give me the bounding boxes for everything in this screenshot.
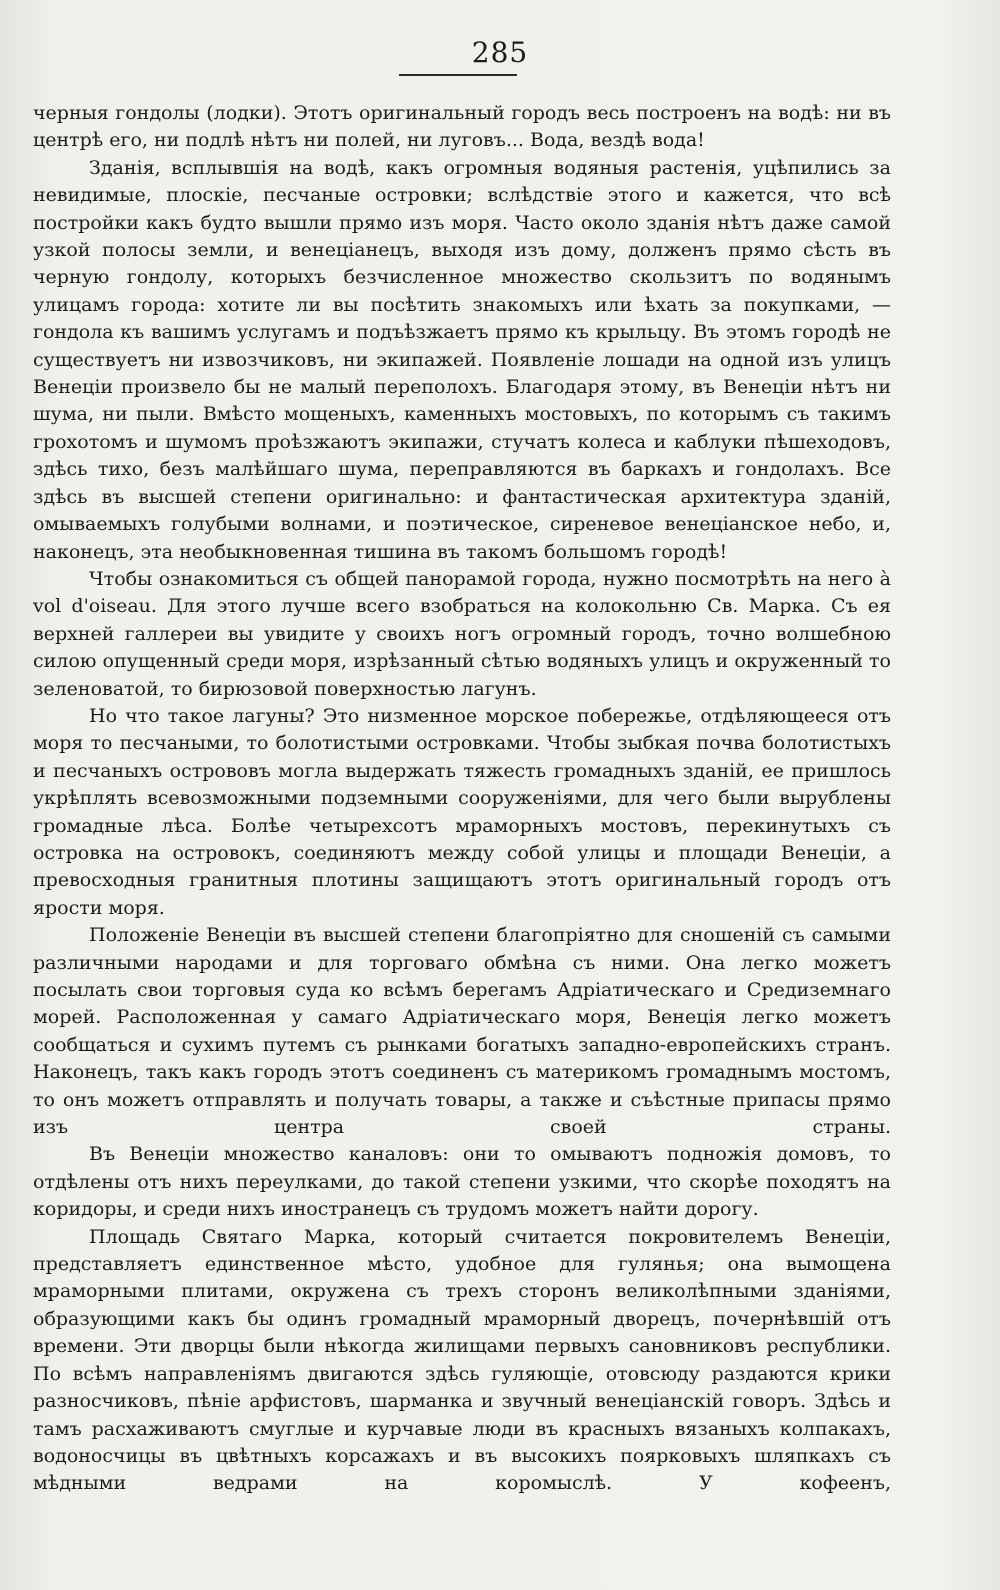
page-body-text [33, 100, 891, 1498]
page-number: 285 [471, 36, 529, 69]
paragraph-7: Площадь Святаго Марка, который считается покровителемъ Венеціи, представляетъ единственное мѣсто, удобное для гулянья; она вымощена мраморными плитами, окружена съ трехъ сторонъ великолѣпными зданіями, образующими какъ бы одинъ громадный мраморный дворецъ, почернѣвшій отъ времени. Эти дворцы были нѣкогда жилищами первыхъ сановниковъ республики. По всѣмъ направленіямъ двигаются здѣсь гуляющіе, отовсюду раздаются крики разносчиковъ, пѣніе арфистовъ, шарманка и звучный венеціанскій говоръ. Здѣсь и тамъ расхаживаютъ смуглые и курчавые люди въ красныхъ вязаныхъ колпакахъ, водоносчицы въ цвѣтныхъ корсажахъ и въ высокихъ поярковыхъ шляпкахъ съ мѣдными ведрами на коромыслѣ. У кофеенъ, [33, 1225, 891, 1495]
paragraph-6: Въ Венеціи множество каналовъ: они то омываютъ подножія домовъ, то отдѣлены отъ нихъ переулками, до такой степени узкими, что скорѣе походятъ на коридоры, и среди нихъ иностранецъ съ трудомъ можетъ найти дорогу. [33, 1143, 891, 1221]
paragraph-5: Положеніе Венеціи въ высшей степени благопріятно для сношеній съ самыми различными народами и для торговаго обмѣна съ ними. Она легко можетъ посылать свои торговыя суда ко всѣмъ берегамъ Адріатическаго и Средиземнаго морей. Расположенная у самаго Адріатическаго моря, Венеція легко можетъ сообщаться и сухимъ путемъ съ рынками богатыхъ западно-европейскихъ странъ. Наконецъ, такъ какъ городъ этотъ соединенъ съ материкомъ громаднымъ мостомъ, то онъ можетъ отправлять и получать товары, а также и съѣстные припасы прямо изъ центра своей страны. [33, 924, 891, 1139]
paragraph-1: черныя гондолы (лодки). Этотъ оригинальный городъ весь построенъ на водѣ: ни въ центрѣ его, ни подлѣ нѣтъ ни полей, ни луговъ... Вода, вездѣ вода! [33, 102, 891, 152]
paragraph-4: Но что такое лагуны? Это низменное морское побережье, отдѣляющееся отъ моря то песчаными, то болотистыми островками. Чтобы зыбкая почва болотистыхъ и песчаныхъ острововъ могла выдержать тяжесть громадныхъ зданій, ее пришлось укрѣплять всевозможными подземными сооруженіями, для чего были вырублены громадные лѣса. Болѣе четырехсотъ мраморныхъ мостовъ, перекинутыхъ съ островка на островокъ, соединяютъ между собой улицы и площади Венеціи, а превосходныя гранитныя плотины защищаютъ этотъ оригинальный городъ отъ ярости моря. [33, 704, 891, 919]
paragraph-2: Зданія, всплывшія на водѣ, какъ огромныя водяныя растенія, уцѣпились за невидимые, плоскіе, песчаные островки; вслѣдствіе этого и кажется, что всѣ постройки какъ будто вышли прямо изъ моря. Часто около зданія нѣтъ даже самой узкой полосы земли, и венеціанецъ, выходя изъ дому, долженъ прямо сѣсть въ черную гондолу, которыхъ безчисленное множество скользитъ по водянымъ улицамъ города: хотите ли вы посѣтить знакомыхъ или ѣхать за покупками, — гондола къ вашимъ услугамъ и подъѣзжаетъ прямо къ крыльцу. Въ этомъ городѣ не существуетъ ни извозчиковъ, ни экипажей. Появленіе лошади на одной изъ улицъ Венеціи произвело бы не малый переполохъ. Благодаря этому, въ Венеціи нѣтъ ни шума, ни пыли. Вмѣсто мощеныхъ, каменныхъ мостовыхъ, по которымъ съ такимъ грохотомъ и шумомъ проѣзжаютъ экипажи, стучатъ колеса и каблуки пѣшеходовъ, здѣсь тихо, безъ малѣйшаго шума, переправляются въ баркахъ и гондолахъ. Все здѣсь въ высшей степени оригинально: и фантастическая архитектура зданій, омываемыхъ голубыми волнами, и поэтическое, сиреневое венеціанское небо, и, наконецъ, эта необыкновенная тишина въ такомъ большомъ городѣ! [33, 156, 891, 563]
page-number-rule [399, 74, 517, 76]
paragraph-3: Чтобы ознакомиться съ общей панорамой города, нужно посмотрѣть на него à vol d'oiseau. Для этого лучше всего взобраться на колокольню Св. Марка. Съ ея верхней галлереи вы увидите у своихъ ногъ огромный городъ, точно волшебною силою опущенный среди моря, изрѣзанный сѣтью водяныхъ улицъ и окруженный то зеленоватой, то бирюзовой поверхностью лагунъ. [33, 567, 891, 700]
